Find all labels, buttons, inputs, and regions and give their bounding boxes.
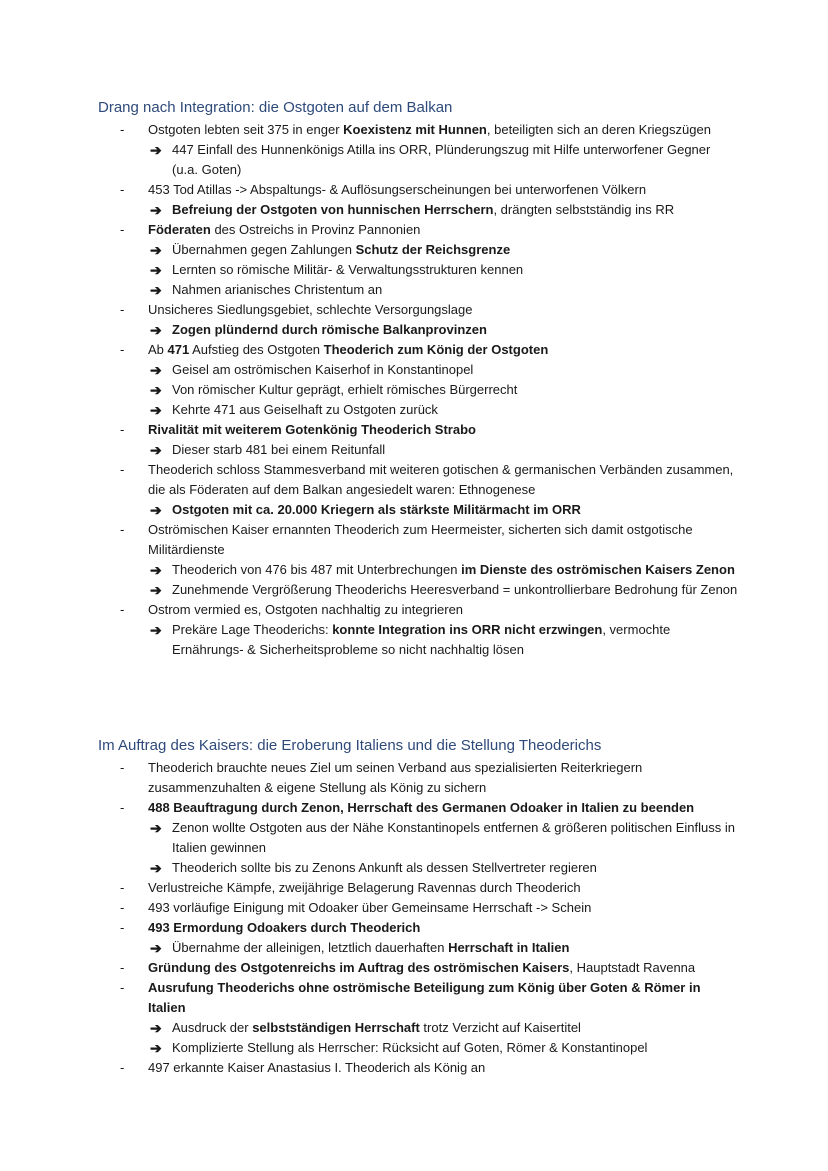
bullet-item (98, 300, 738, 320)
text: Unsicheres Siedlungsgebiet, schlechte Versorgungslage (148, 302, 473, 317)
bullet-item (98, 878, 738, 898)
arrow-right-icon: ➔ (150, 940, 162, 956)
text: Übernahme der alleinigen, letztlich dauerhaften (172, 940, 449, 955)
dash-marker: - (120, 980, 125, 995)
sub-bullet-item (98, 400, 738, 420)
bullet-item (98, 420, 738, 440)
text: Dieser starb 481 bei einem Reitunfall (172, 442, 386, 457)
arrow-right-icon: ➔ (150, 262, 162, 278)
bold-text: Herrschaft in Italien (448, 940, 570, 955)
bold-text: 493 Ermordung Odoakers durch Theoderich (148, 920, 421, 935)
dash-marker: - (120, 302, 125, 317)
text: Kehrte 471 aus Geiselhaft zu Ostgoten zurück (172, 402, 438, 417)
bullet-item (98, 758, 738, 798)
bullet-item (98, 220, 738, 240)
text: Aufstieg des Ostgoten (189, 342, 324, 357)
bold-text: Ausrufung Theoderichs ohne oströmische Beteiligung zum König über Goten & Römer in Italien (148, 980, 701, 1015)
sub-bullet-item (98, 140, 738, 180)
sub-bullet-item (98, 1038, 738, 1058)
arrow-right-icon: ➔ (150, 362, 162, 378)
sub-bullet-item (98, 1018, 738, 1038)
bullet-item (98, 120, 738, 140)
bold-text: konnte Integration ins ORR nicht erzwingen (332, 622, 603, 637)
text: Ostgoten lebten seit 375 in enger (148, 122, 344, 137)
text: Oströmischen Kaiser ernannten Theoderich zum Heermeister, sicherten sich damit ostgotische Militärdienste (148, 522, 693, 557)
bold-text: im Dienste des oströmischen Kaisers Zenon (461, 562, 735, 577)
sub-bullet-item (98, 938, 738, 958)
text: Lernten so römische Militär- & Verwaltungsstrukturen kennen (172, 262, 524, 277)
text: 447 Einfall des Hunnenkönigs Atilla ins ORR, Plünderungszug mit Hilfe unterworfener Gegner (u.a. Goten) (172, 142, 711, 177)
bullet-list (98, 758, 738, 1078)
text: Zunehmende Vergrößerung Theoderichs Heeresverband = unkontrollierbare Bedrohung für Zenon (172, 582, 738, 597)
arrow-right-icon: ➔ (150, 860, 162, 876)
dash-marker: - (120, 182, 125, 197)
text: Nahmen arianisches Christentum an (172, 282, 383, 297)
bold-text: Rivalität mit weiterem Gotenkönig Theoderich Strabo (148, 422, 476, 437)
bullet-item (98, 460, 738, 500)
arrow-right-icon: ➔ (150, 402, 162, 418)
section-heading: Im Auftrag des Kaisers: die Eroberung Italiens und die Stellung Theoderichs (98, 737, 602, 754)
bullet-item (98, 600, 738, 620)
section-italien (98, 736, 738, 1078)
dash-marker: - (120, 222, 125, 237)
text: , vermochte Ernährungs- & Sicherheitsprobleme so nicht nachhaltig lösen (172, 622, 671, 657)
sub-bullet-item (98, 560, 738, 580)
sub-bullet-item (98, 260, 738, 280)
sub-bullet-item (98, 320, 738, 340)
bullet-item (98, 180, 738, 200)
text: Geisel am oströmischen Kaiserhof in Konstantinopel (172, 362, 474, 377)
bold-text: selbstständigen Herrschaft (252, 1020, 420, 1035)
arrow-right-icon: ➔ (150, 562, 162, 578)
arrow-right-icon: ➔ (150, 502, 162, 518)
bold-text: 488 Beauftragung durch Zenon, Herrschaft des Germanen Odoaker in Italien zu beenden (148, 800, 695, 815)
text: Theoderich sollte bis zu Zenons Ankunft als dessen Stellvertreter regieren (172, 860, 597, 875)
bullet-item (98, 1058, 738, 1078)
bold-text: 471 (167, 342, 190, 357)
bullet-list (98, 120, 738, 660)
arrow-right-icon: ➔ (150, 1040, 162, 1056)
arrow-right-icon: ➔ (150, 202, 162, 218)
sub-bullet-item (98, 200, 738, 220)
text: , beteiligten sich an deren Kriegszügen (486, 122, 711, 137)
text: Ostrom vermied es, Ostgoten nachhaltig zu integrieren (148, 602, 464, 617)
dash-marker: - (120, 920, 125, 935)
sub-bullet-item (98, 500, 738, 520)
bullet-item (98, 958, 738, 978)
bold-text: Schutz der Reichsgrenze (355, 242, 511, 257)
text: Theoderich schloss Stammesverband mit weiteren gotischen & germanischen Verbänden zusammen, die als Föderaten auf dem Balkan angesiedelt waren: Ethnogenese (148, 462, 734, 497)
arrow-right-icon: ➔ (150, 1020, 162, 1036)
bullet-item (98, 918, 738, 938)
dash-marker: - (120, 900, 125, 915)
text: , Hauptstadt Ravenna (569, 960, 696, 975)
sub-bullet-item (98, 240, 738, 260)
arrow-right-icon: ➔ (150, 142, 162, 158)
dash-marker: - (120, 1060, 125, 1075)
sub-bullet-item (98, 360, 738, 380)
arrow-right-icon: ➔ (150, 582, 162, 598)
dash-marker: - (120, 462, 125, 477)
section-balkan (98, 98, 738, 660)
text: Prekäre Lage Theoderichs: (172, 622, 333, 637)
dash-marker: - (120, 800, 125, 815)
bullet-item (98, 978, 738, 1018)
sub-bullet-item (98, 818, 738, 858)
text: Ausdruck der (172, 1020, 253, 1035)
sub-bullet-item (98, 620, 738, 660)
dash-marker: - (120, 960, 125, 975)
sub-bullet-item (98, 440, 738, 460)
arrow-right-icon: ➔ (150, 820, 162, 836)
text: trotz Verzicht auf Kaisertitel (419, 1020, 581, 1035)
text: Verlustreiche Kämpfe, zweijährige Belagerung Ravennas durch Theoderich (148, 880, 581, 895)
text: Theoderich von 476 bis 487 mit Unterbrechungen (172, 562, 462, 577)
bold-text: Zogen plündernd durch römische Balkanprovinzen (172, 322, 487, 337)
dash-marker: - (120, 522, 125, 537)
text: Übernahmen gegen Zahlungen (172, 242, 356, 257)
text: Zenon wollte Ostgoten aus der Nähe Konstantinopels entfernen & größeren politischen Einfluss in Italien gewinnen (172, 820, 735, 855)
dash-marker: - (120, 422, 125, 437)
text: des Ostreichs in Provinz Pannonien (210, 222, 421, 237)
arrow-right-icon: ➔ (150, 242, 162, 258)
text: 453 Tod Atillas -> Abspaltungs- & Auflösungserscheinungen bei unterworfenen Völkern (148, 182, 647, 197)
bold-text: Ostgoten mit ca. 20.000 Kriegern als stärkste Militärmacht im ORR (172, 502, 581, 517)
bold-text: Theoderich zum König der Ostgoten (323, 342, 549, 357)
text: 497 erkannte Kaiser Anastasius I. Theoderich als König an (148, 1060, 486, 1075)
sub-bullet-item (98, 380, 738, 400)
dash-marker: - (120, 122, 125, 137)
text: , drängten selbstständig ins RR (493, 202, 675, 217)
text: Von römischer Kultur geprägt, erhielt römisches Bürgerrecht (172, 382, 518, 397)
bold-text: Befreiung der Ostgoten von hunnischen Herrschern (172, 202, 494, 217)
arrow-right-icon: ➔ (150, 622, 162, 638)
arrow-right-icon: ➔ (150, 282, 162, 298)
arrow-right-icon: ➔ (150, 442, 162, 458)
bold-text: Koexistenz mit Hunnen (343, 122, 487, 137)
text: Ab (148, 342, 168, 357)
bullet-item (98, 340, 738, 360)
bold-text: Gründung des Ostgotenreichs im Auftrag des oströmischen Kaisers (148, 960, 570, 975)
dash-marker: - (120, 342, 125, 357)
dash-marker: - (120, 880, 125, 895)
arrow-right-icon: ➔ (150, 382, 162, 398)
text: Komplizierte Stellung als Herrscher: Rücksicht auf Goten, Römer & Konstantinopel (172, 1040, 648, 1055)
section-heading: Drang nach Integration: die Ostgoten auf dem Balkan (98, 99, 453, 116)
bullet-item (98, 898, 738, 918)
sub-bullet-item (98, 580, 738, 600)
text: Theoderich brauchte neues Ziel um seinen Verband aus spezialisierten Reiterkriegern zusammenzuhalten & eigene Stellung als König zu sichern (148, 760, 643, 795)
bullet-item (98, 520, 738, 560)
text: 493 vorläufige Einigung mit Odoaker über Gemeinsame Herrschaft -> Schein (148, 900, 592, 915)
sub-bullet-item (98, 858, 738, 878)
bullet-item (98, 798, 738, 818)
bold-text: Föderaten (148, 222, 211, 237)
arrow-right-icon: ➔ (150, 322, 162, 338)
dash-marker: - (120, 602, 125, 617)
dash-marker: - (120, 760, 125, 775)
sub-bullet-item (98, 280, 738, 300)
